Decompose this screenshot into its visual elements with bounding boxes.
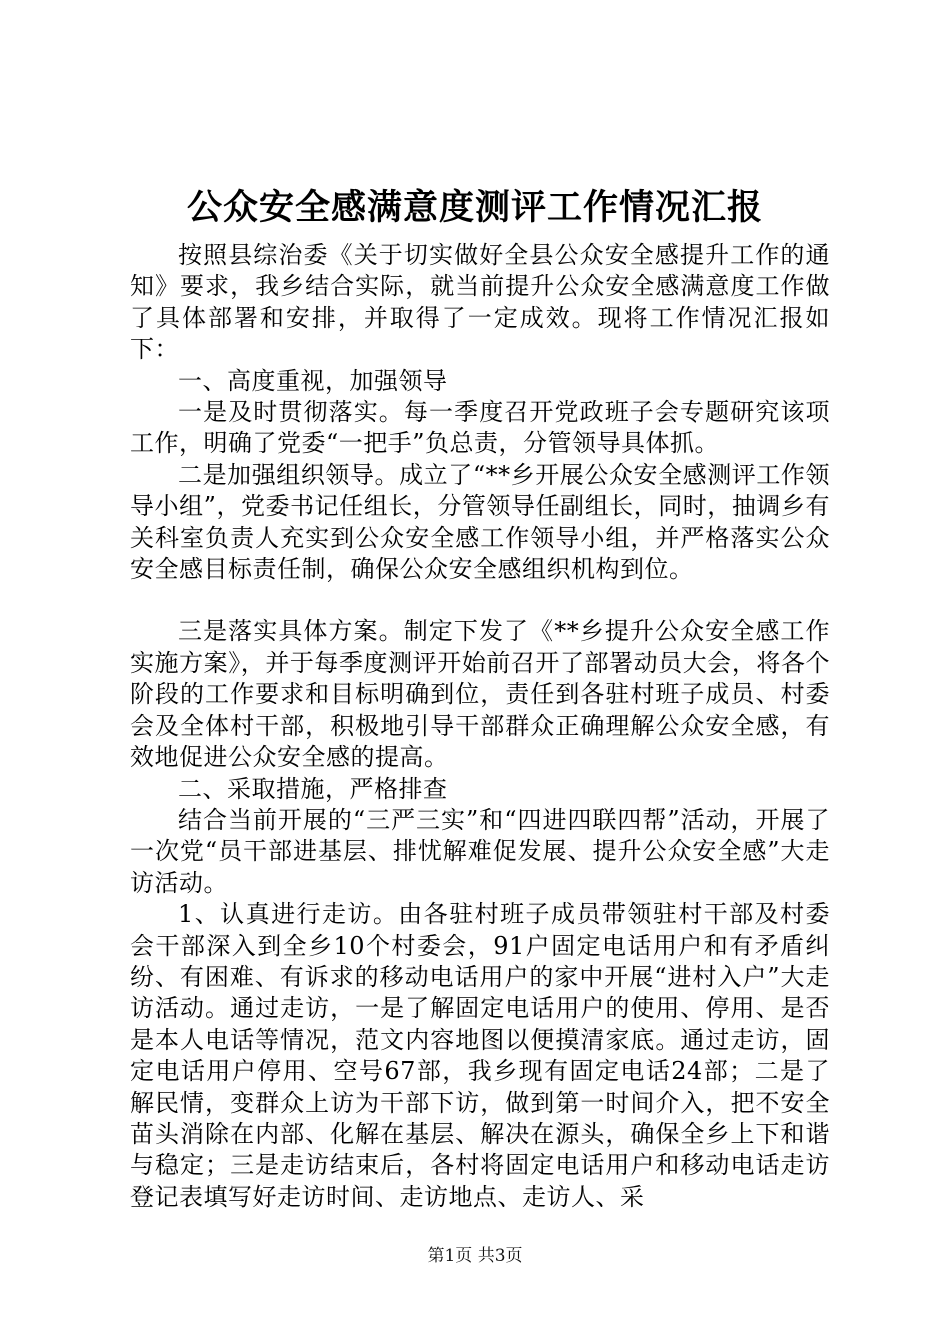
document-title: 公众安全感满意度测评工作情况汇报 <box>186 187 763 228</box>
paragraph-activities: 结合当前开展的“三严三实”和“四进四联四帮”活动，开展了一次党“员干部进基层、排忧解难促发展、提升公众安全感”大走访活动。 <box>130 805 830 897</box>
document-body <box>130 240 830 1213</box>
page-footer: 第1页 共3页 <box>427 1246 523 1266</box>
paragraph-item-2: 二是加强组织领导。成立了“**乡开展公众安全感测评工作领导小组”，党委书记任组长，分管领导任副组长，同时，抽调乡有关科室负责人充实到公众安全感工作领导小组，并严格落实公众安全感目标责任制，确保公众安全感组织机构到位。 <box>130 460 830 584</box>
paragraph-visits: 1、认真进行走访。由各驻村班子成员带领驻村干部及村委会干部深入到全乡10个村委会，91户固定电话用户和有矛盾纠纷、有困难、有诉求的移动电话用户的家中开展“进村入户”大走访活动。通过走访，一是了解固定电话用户的使用、停用、是否是本人电话等情况，范文内容地图以便摸清家底。通过走访，固定电话用户停用、空号67部，我乡现有固定电话24部；二是了解民情，变群众上访为干部下访，做到第一时间介入，把不安全苗头消除在内部、化解在基层、解决在源头，确保全乡上下和谐与稳定；三是走访结束后，各村将固定电话用户和移动电话走访登记表填写好走访时间、走访地点、走访人、采 <box>130 900 830 1211</box>
paragraph-item-3: 三是落实具体方案。制定下发了《**乡提升公众安全感工作实施方案》，并于每季度测评开始前召开了部署动员大会，将各个阶段的工作要求和目标明确到位，责任到各驻村班子成员、村委会及全体村干部，积极地引导干部群众正确理解公众安全感，有效地促进公众安全感的提高。 <box>130 617 830 772</box>
section-heading-2: 二、采取措施，严格排查 <box>178 774 448 803</box>
intro-paragraph: 按照县综治委《关于切实做好全县公众安全感提升工作的通知》要求，我乡结合实际，就当前提升公众安全感满意度工作做了具体部署和安排，并取得了一定成效。现将工作情况汇报如下： <box>130 241 830 364</box>
paragraph-item-1: 一是及时贯彻落实。每一季度召开党政班子会专题研究该项工作，明确了党委“一把手”负总责，分管领导具体抓。 <box>130 398 830 458</box>
section-heading-1: 一、高度重视，加强领导 <box>178 366 448 395</box>
